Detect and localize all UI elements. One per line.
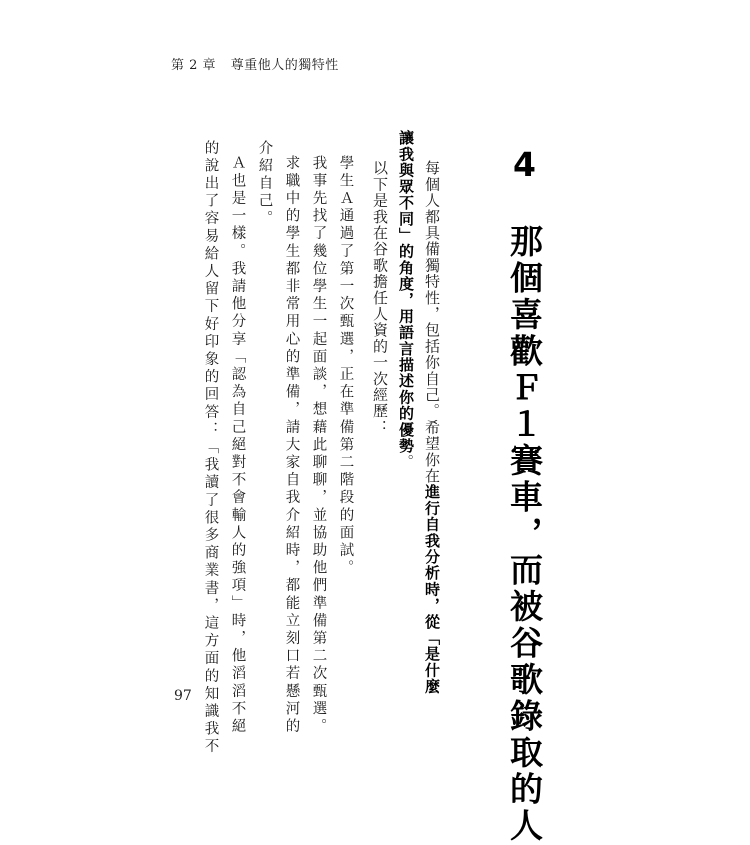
running-header (171, 54, 349, 73)
intro-line-1-text: 每個人都具備獨特性，包括你自己。希望你在 (423, 160, 441, 484)
chapter-number: 第 2 章 (171, 58, 217, 73)
body-line-1: 學生Ａ通過了第一次甄選，正在準備第二階段的面試。 (337, 155, 354, 578)
body-line-6: 的說出了容易給人留下好印象的回答：「我讀了很多商業書，這方面的知識我不 (202, 140, 219, 756)
intro-line-1-bold: 進行自我分析時，從「是什麼 (423, 484, 441, 695)
section-title: 4 那個喜歡Ｆ１賽車，而被谷歌錄取的人 (505, 145, 544, 845)
body-line-5: Ａ也是一樣。我請他分享「認為自己絕對不會輸人的強項」時，他滔滔不絕 (229, 155, 246, 736)
intro-line-2-end: 。 (397, 454, 415, 471)
intro-line-2-bold: 讓我與眾不同」的角度，用語言描述你的優勢 (397, 130, 415, 454)
intro-line-3: 以下是我在谷歌擔任人資的一次經歷： (371, 160, 389, 436)
body-line-2: 我事先找了幾位學生一起面談，想藉此聊聊，並協助他們準備第二次甄選。 (310, 155, 327, 736)
body-line-4: 介紹自己。 (256, 140, 273, 228)
intro-line-2 (398, 130, 413, 470)
page-number: 97 (174, 688, 192, 704)
intro-line-1 (424, 160, 439, 695)
chapter-title: 尊重他人的獨特性 (230, 58, 339, 73)
body-line-3: 求職中的學生都非常用心的準備，請大家自我介紹時，都能立刻口若懸河的 (283, 155, 300, 736)
